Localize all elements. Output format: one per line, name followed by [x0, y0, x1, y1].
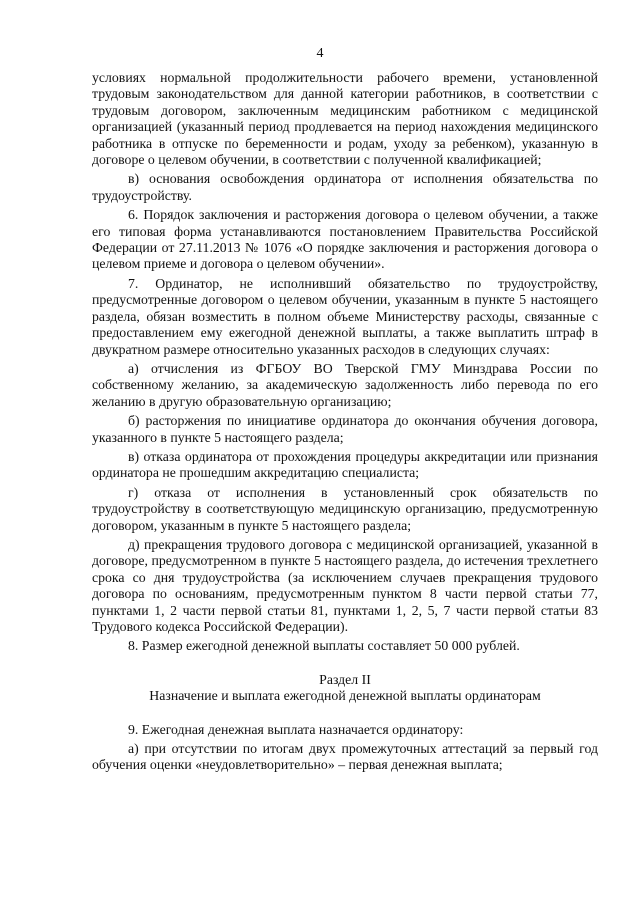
paragraph: г) отказа от исполнения в установленный срок обязательств по трудоустройству в соответствующую медицинскую организацию, предусмотренную договором, указанным в пункте 5 настоящего раздела; — [92, 484, 598, 533]
page-number: 4 — [316, 46, 324, 61]
paragraph: 7. Ординатор, не исполнивший обязательство по трудоустройству, предусмотренные договором о целевом обучении, указанным в пункте 5 настоящего раздела, обязан возместить в полном объеме Министерству расходы, связанные с предоставлением ему ежегодной денежной выплаты, а также выплатить штраф в двукратном размере относительно указанных расходов в следующих случаях: — [92, 275, 598, 357]
paragraph: б) расторжения по инициативе ординатора до окончания обучения договора, указанного в пункте 5 настоящего раздела; — [92, 413, 598, 445]
paragraph: 9. Ежегодная денежная выплата назначается ординатору: — [128, 721, 464, 737]
paragraph: в) отказа ординатора от прохождения процедуры аккредитации или признания ординатора не прошедшим аккредитацию специалиста; — [92, 448, 598, 481]
paragraph: а) при отсутствии по итогам двух промежуточных аттестаций за первый год обучения оценки «неудовлетворительно» – первая денежная выплата; — [92, 741, 598, 773]
paragraph: условиях нормальной продолжительности рабочего времени, установленной трудовым законодательством для данной категории работников, в соответствии с трудовым договором, заключенным медицинским работником с медицинской организацией (указанный период продлевается на период нахождения медицинского работника в отпуске по беременности и родам, уходу за ребенком), указанную в договоре о целевом обучении, в соответствии с полученной квалификацией; — [92, 70, 598, 168]
spacer — [92, 705, 598, 722]
paragraph: 6. Порядок заключения и расторжения договора о целевом обучении, а также его типовая форма устанавливаются постановлением Правительства Российской Федерации от 27.11.2013 № 1076 «О порядке заключения и расторжения договора о целевом приеме и договора о целевом обучении». — [92, 207, 598, 272]
document-body — [92, 70, 598, 774]
paragraph: 8. Размер ежегодной денежной выплаты составляет 50 000 рублей. — [128, 638, 520, 654]
paragraph: а) отчисления из ФГБОУ ВО Тверской ГМУ Минздрава России по собственному желанию, за академическую задолженность либо перевода по его желанию в другую образовательную организацию; — [92, 360, 598, 409]
spacer — [92, 655, 598, 672]
paragraph: в) основания освобождения ординатора от исполнения обязательства по трудоустройству. — [92, 171, 598, 203]
section-title: Назначение и выплата ежегодной денежной выплаты ординаторам — [149, 688, 541, 704]
section-label: Раздел II — [319, 671, 371, 687]
paragraph: д) прекращения трудового договора с медицинской организацией, указанной в договоре, предусмотренном в пункте 5 настоящего раздела, до истечения трехлетнего срока со дня трудоустройства (за исключением случаев прекращения трудового договора по основаниям, предусмотренным пунктом 8 части первой статьи 77, пунктами 1, 2 части первой статьи 81, пунктами 1, 2, 5, 7 части первой статьи 83 Трудового кодекса Российской Федерации). — [92, 536, 598, 634]
